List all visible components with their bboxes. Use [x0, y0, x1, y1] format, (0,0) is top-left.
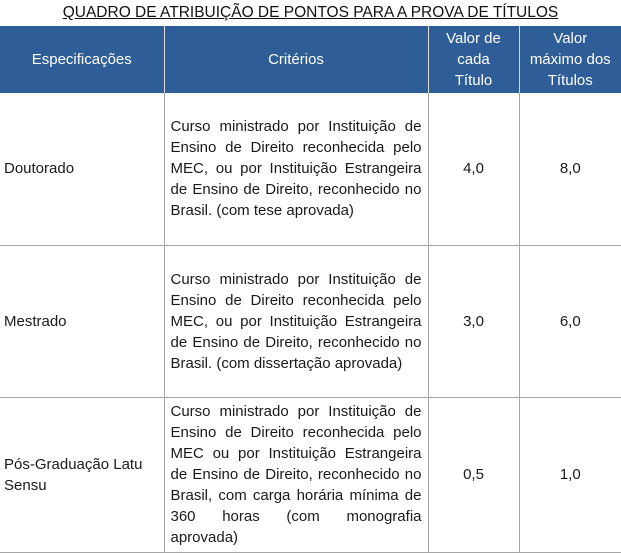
table-row: [0, 93, 621, 245]
header-row: [0, 26, 621, 93]
row-specification: Mestrado: [0, 245, 164, 397]
header-max-line3: Títulos: [547, 72, 593, 89]
points-table: [0, 26, 621, 553]
table-body: [0, 93, 621, 552]
header-valor-cada-titulo: [428, 26, 519, 93]
row-valor: 4,0: [428, 93, 519, 245]
row-criteria: Curso ministrado por Instituição de Ensino de Direito reconhecida pelo MEC ou por Instituição Estrangeira de Ensino de Direito, reconhecido no Brasil, com carga horária mínima de 360 horas (com monografia aprovada): [164, 397, 428, 552]
row-maximo: 1,0: [519, 397, 621, 552]
header-valor-line1: Valor de: [446, 30, 501, 47]
header-especificacoes: Especificações: [0, 26, 164, 93]
table-row: [0, 245, 621, 397]
header-valor-maximo: [519, 26, 621, 93]
header-max-line2: máximo dos: [529, 51, 611, 68]
row-maximo: 6,0: [519, 245, 621, 397]
header-valor-line2: cada: [457, 51, 490, 68]
row-criteria: Curso ministrado por Instituição de Ensino de Direito reconhecida pelo MEC, ou por Instituição Estrangeira de Ensino de Direito, reconhecido no Brasil. (com dissertação aprovada): [164, 245, 428, 397]
row-maximo: 8,0: [519, 93, 621, 245]
header-max-line1: Valor: [553, 30, 588, 47]
row-valor: 3,0: [428, 245, 519, 397]
row-valor: 0,5: [428, 397, 519, 552]
header-criterios: Critérios: [164, 26, 428, 93]
table-row: [0, 397, 621, 552]
row-criteria: Curso ministrado por Instituição de Ensino de Direito reconhecida pelo MEC, ou por Instituição Estrangeira de Ensino de Direito, reconhecido no Brasil. (com tese aprovada): [164, 93, 428, 245]
row-specification: Doutorado: [0, 93, 164, 245]
header-valor-line3: Título: [454, 72, 493, 89]
table-title: QUADRO DE ATRIBUIÇÃO DE PONTOS PARA A PROVA DE TÍTULOS: [62, 4, 559, 21]
row-specification: Pós-Graduação Latu Sensu: [0, 397, 164, 552]
table-header: [0, 26, 621, 93]
